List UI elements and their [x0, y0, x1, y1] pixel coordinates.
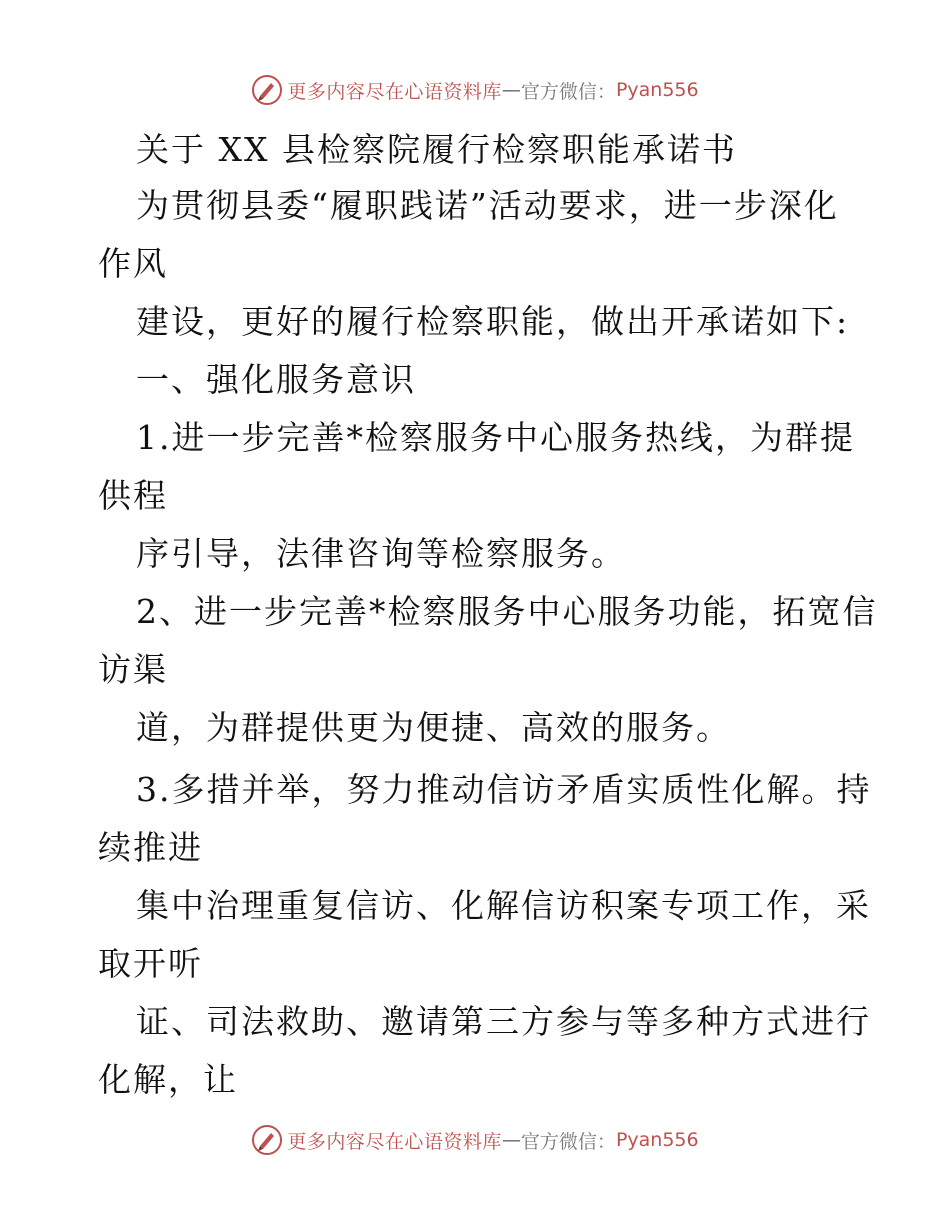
paragraph-line: 为贯彻县委“履职践诺”活动要求，进一步深化 — [136, 186, 839, 225]
pen-logo-icon — [251, 74, 283, 106]
watermark-wechat-label: 官方微信： — [520, 1130, 616, 1153]
watermark-account: Pyan556 — [615, 79, 699, 101]
paragraph-line: 化解，让 — [98, 1060, 238, 1099]
watermark-site-text: 更多内容尽在心语资料库 — [287, 1130, 502, 1153]
pen-logo-icon — [251, 1124, 283, 1156]
paragraph-line: 序引导，法律咨询等检察服务。 — [136, 534, 626, 573]
watermark-site-text: 更多内容尽在心语资料库 — [287, 80, 502, 103]
paragraph-line: 取开听 — [98, 944, 203, 983]
paragraph-line: 作风 — [98, 244, 168, 283]
footer-watermark — [0, 1120, 950, 1160]
paragraph-line: 续推进 — [98, 828, 203, 867]
header-watermark — [0, 70, 950, 110]
paragraph-line: 1.进一步完善*检察服务中心服务热线，为群提 — [136, 418, 855, 457]
paragraph-line: 道，为群提供更为便捷、高效的服务。 — [136, 708, 731, 747]
paragraph-line: 访渠 — [98, 650, 168, 689]
watermark-separator: — — [501, 1129, 521, 1151]
section-heading: 一、强化服务意识 — [136, 360, 416, 399]
paragraph-line: 供程 — [98, 476, 168, 515]
paragraph-line: 建设，更好的履行检察职能，做出开承诺如下: — [136, 302, 850, 341]
paragraph-line: 证、司法救助、邀请第三方参与等多种方式进行 — [136, 1002, 871, 1041]
document-title: 关于 XX 县检察院履行检察职能承诺书 — [136, 130, 737, 169]
paragraph-line: 2、进一步完善*检察服务中心服务功能，拓宽信 — [136, 592, 878, 631]
watermark-account: Pyan556 — [615, 1129, 699, 1151]
watermark-separator: — — [501, 79, 521, 101]
paragraph-line: 集中治理重复信访、化解信访积案专项工作，采 — [136, 886, 871, 925]
watermark-wechat-label: 官方微信： — [520, 80, 616, 103]
paragraph-line: 3.多措并举，努力推动信访矛盾实质性化解。持 — [136, 770, 872, 809]
